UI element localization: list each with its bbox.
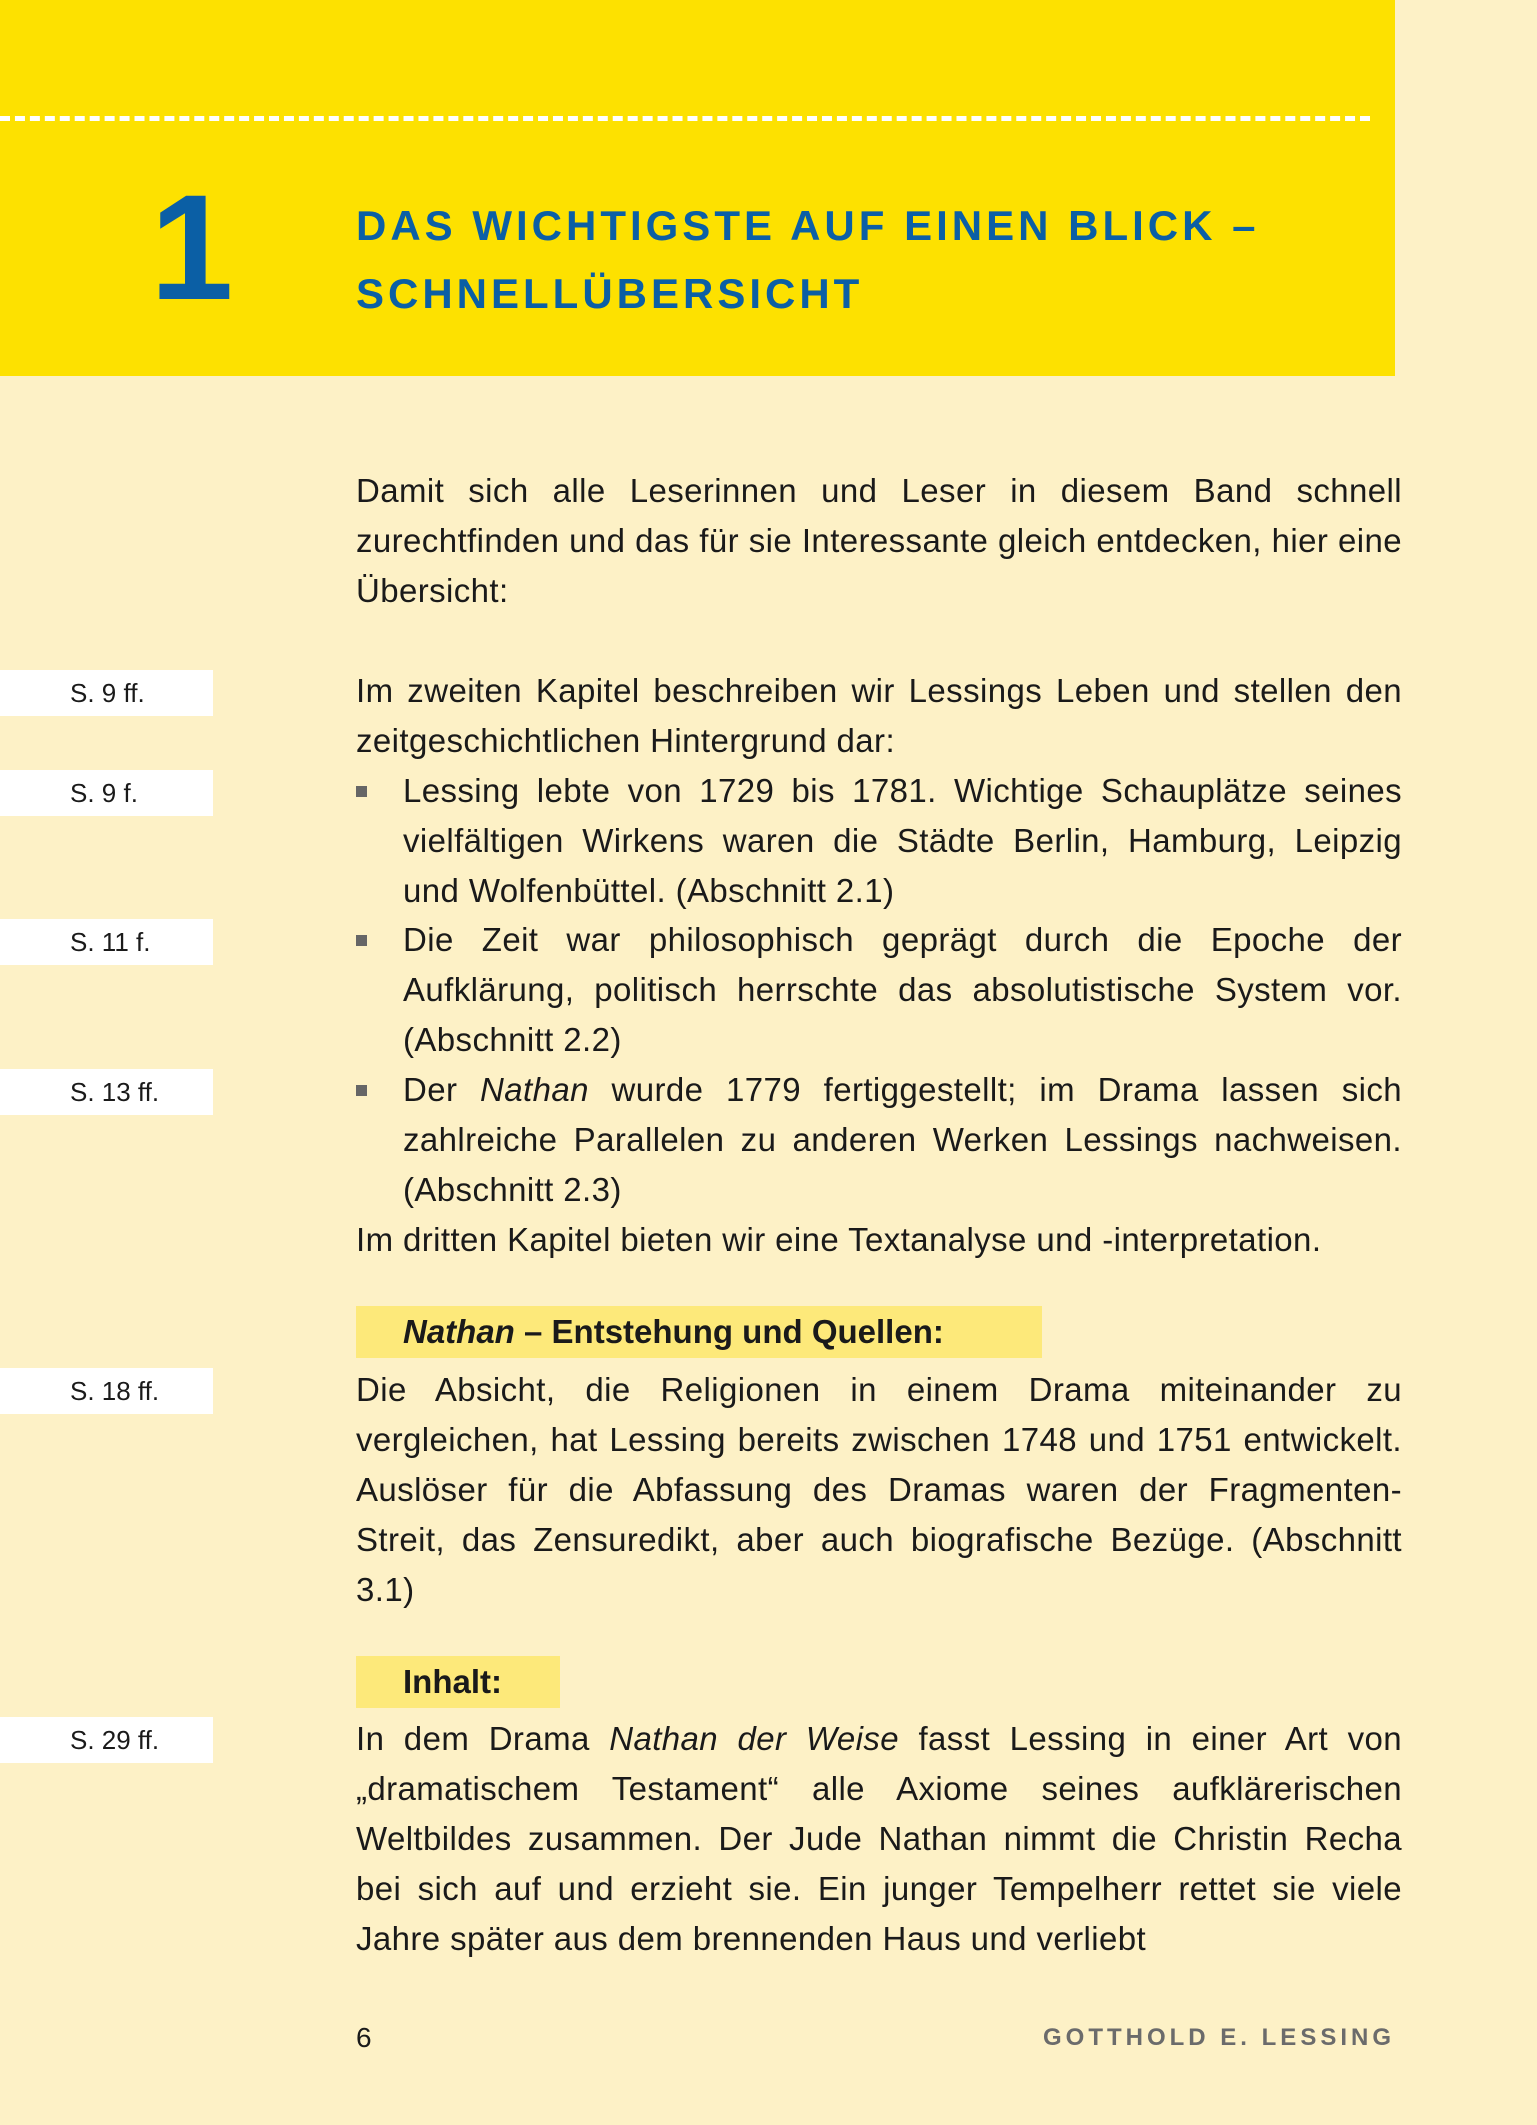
section-heading-entstehung xyxy=(356,1306,1042,1358)
section-heading-inhalt: Inhalt: xyxy=(356,1656,560,1708)
section-entstehung-text: Die Absicht, die Religionen in einem Drama miteinander zu vergleichen, hat Lessing bereits zwischen 1748 und 1751 entwickelt. Auslöser für die Abfassung des Dramas waren der Fragmenten-Streit, das Zensuredikt, aber auch biografische Bezüge. (Abschnitt 3.1) xyxy=(356,1371,1402,1608)
chapter-title xyxy=(356,192,1259,328)
dashed-divider xyxy=(0,116,1370,121)
margin-ref-4: S. 13 ff. xyxy=(0,1069,213,1115)
chapter-title-line1: DAS WICHTIGSTE AUF EINEN BLICK – xyxy=(356,202,1260,249)
section-heading-italic: Nathan xyxy=(403,1313,515,1350)
chapter-header xyxy=(0,0,1395,376)
margin-ref-5: S. 18 ff. xyxy=(0,1368,213,1414)
bullet-square-icon xyxy=(356,935,367,946)
inhalt-text-pre: In dem Drama xyxy=(356,1720,610,1757)
bullet-item xyxy=(356,915,1402,1065)
bullet-square-icon xyxy=(356,1085,367,1096)
bullet-item xyxy=(356,1065,1402,1215)
chapter-title-line2: SCHNELLÜBERSICHT xyxy=(356,270,864,317)
margin-ref-3: S. 11 f. xyxy=(0,919,213,965)
bullet-item xyxy=(356,766,1402,916)
margin-ref-6: S. 29 ff. xyxy=(0,1717,213,1763)
margin-ref-1: S. 9 ff. xyxy=(0,670,213,716)
bullet-text: Lessing lebte von 1729 bis 1781. Wichtige Schauplätze seines vielfältigen Wirkens waren die Städte Berlin, Hamburg, Leipzig und Wolfenbüttel. (Abschnitt 2.1) xyxy=(403,772,1402,909)
page-number: 6 xyxy=(356,2022,372,2053)
bullet-square-icon xyxy=(356,786,367,797)
running-footer-author: GOTTHOLD E. LESSING xyxy=(1042,2024,1395,2051)
inhalt-text-post: fasst Lessing in einer Art von „dramatischem Testament“ alle Axiome seines aufklärerischen Weltbildes zusammen. Der Jude Nathan nimmt die Christin Recha bei sich auf und erzieht sie. Ein junger Tempelherr rettet sie viele Jahre später aus dem brennenden Haus und verliebt xyxy=(356,1720,1402,1957)
section-inhalt-text xyxy=(356,1714,1402,1964)
margin-ref-2: S. 9 f. xyxy=(0,770,213,816)
bullet-text: Die Zeit war philosophisch geprägt durch die Epoche der Aufklärung, politisch herrschte das absolutistische System vor. (Abschnitt 2.2) xyxy=(403,921,1402,1058)
intro-paragraph: Damit sich alle Leserinnen und Leser in diesem Band schnell zurechtfinden und das für sie Interessante gleich entdecken, hier eine Übersicht: xyxy=(356,472,1402,609)
chapter2-intro: Im zweiten Kapitel beschreiben wir Lessings Leben und stellen den zeitgeschichtlichen Hintergrund dar: xyxy=(356,672,1402,759)
bullet-text-italic: Nathan xyxy=(480,1071,589,1108)
inhalt-text-italic: Nathan der Weise xyxy=(609,1720,899,1757)
chapter-number: 1 xyxy=(150,163,234,331)
bullet-text-post: wurde 1779 fertiggestellt; im Drama lassen sich zahlreiche Parallelen zu anderen Werken Lessings nachweisen. (Abschnitt 2.3) xyxy=(403,1071,1402,1208)
chapter3-intro: Im dritten Kapitel bieten wir eine Textanalyse und -interpretation. xyxy=(356,1221,1322,1258)
bullet-text-pre: Der xyxy=(403,1071,481,1108)
section-heading-rest: – Entstehung und Quellen: xyxy=(514,1313,944,1350)
